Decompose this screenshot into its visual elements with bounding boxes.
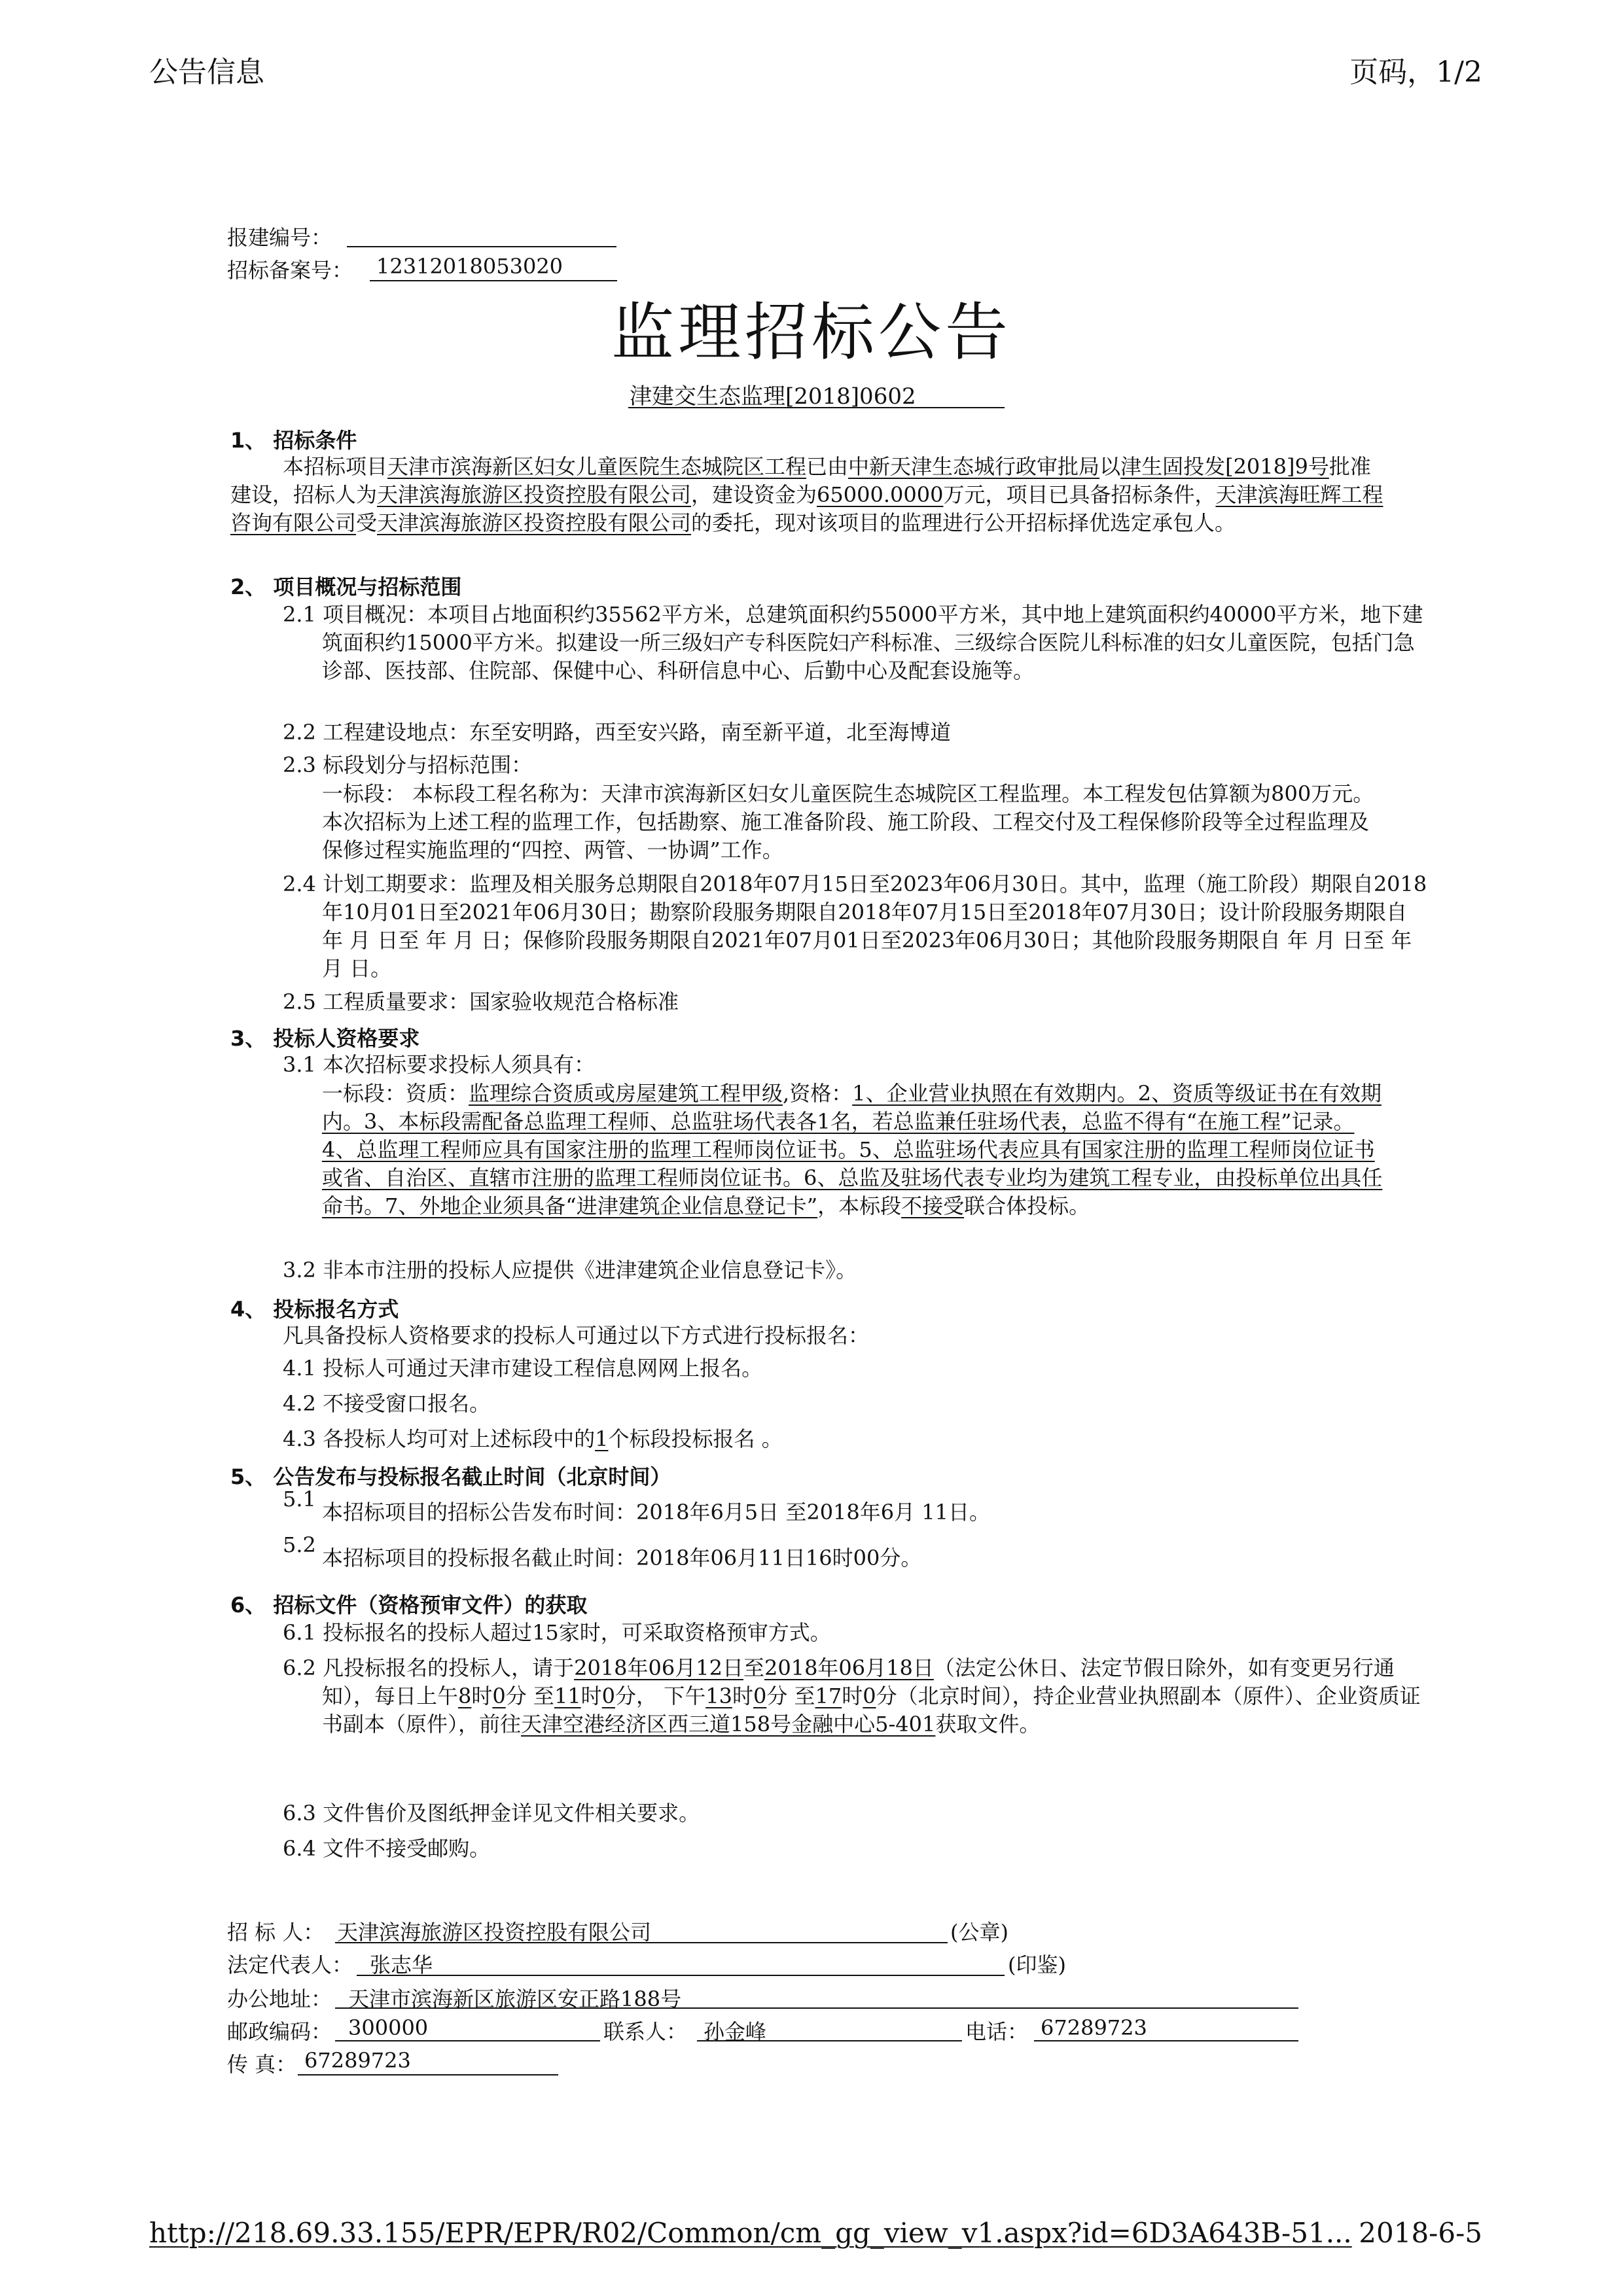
registration-underline (347, 246, 616, 247)
item-2-3-title: 2.3 标段划分与招标范围： (283, 752, 533, 777)
item-2-2: 2.2 工程建设地点：东至安明路，西至安兴路，南至新平道，北至海博道 (283, 720, 952, 745)
phone-underline (1034, 2040, 1298, 2041)
item-4-3: 4.3 各投标人均可对上述标段中的1个标段投标报名 。 (283, 1426, 783, 1451)
section-5-heading: 5、 公告发布与投标报名截止时间（北京时间） (230, 1464, 671, 1489)
item-5-2: 本招标项目的投标报名截止时间：2018年06月11日16时00分。 (322, 1545, 922, 1570)
tenderer-name-2: 天津滨海旅游区投资控股有限公司 (377, 510, 692, 535)
doc-number: 津建交生态监理[2018]0602 (630, 383, 916, 410)
phone-label: 电话： (965, 2019, 1029, 2044)
postcode-label: 邮政编码： (227, 2019, 332, 2044)
item-5-1-number: 5.1 (283, 1487, 316, 1511)
section-3-heading: 3、 投标人资格要求 (230, 1026, 420, 1051)
union-bid-status: 不接受 (901, 1193, 965, 1218)
fax-underline (298, 2074, 558, 2075)
item-5-1: 本招标项目的招标公告发布时间：2018年6月5日 至2018年6月 11日。 (322, 1500, 991, 1525)
tenderer-underline (335, 1942, 948, 1943)
contact-person-value: 孙金峰 (704, 2019, 767, 2044)
item-4-2: 4.2 不接受窗口报名。 (283, 1391, 491, 1416)
section-2-heading: 2、 项目概况与招标范围 (230, 574, 462, 599)
filing-underline (370, 280, 617, 281)
address-value: 天津市滨海新区旅游区安正路188号 (348, 1987, 682, 2011)
fax-label: 传 真： (227, 2052, 297, 2077)
legal-rep-value: 张志华 (370, 1952, 433, 1977)
document-title: 监理招标公告 (611, 296, 1012, 369)
section-6-heading: 6、 招标文件（资格预审文件）的获取 (230, 1593, 588, 1617)
lot-count: 1 (595, 1426, 609, 1451)
approval-number: 津生固投发[2018]9号 (1120, 454, 1329, 479)
contact-person-label: 联系人： (603, 2019, 688, 2044)
item-5-2-number: 5.2 (283, 1532, 316, 1557)
tenderer-value: 天津滨海旅游区投资控股有限公司 (337, 1920, 652, 1945)
footer-url[interactable]: http://218.69.33.155/EPR/EPR/R02/Common/cm_gg_view_v1.aspx?id=6D3A643B-51... (149, 2217, 1352, 2249)
section-4-heading: 4、 投标报名方式 (230, 1297, 399, 1322)
item-2-1: 2.1 项目概况：本项目占地面积约35562平方米，总建筑面积约55000平方米，其中地上建筑面积约40000平方米，地下建筑面积约15000平方米。拟建设一所三级妇产专科医院妇产科标准、三级综合医院儿科标准的妇女儿童医院，包括门急诊部、医技部、住院部、保健中心、科研信息中心、后勤中心及配套设施等。 (283, 602, 1423, 683)
filing-value: 12312018053020 (376, 254, 563, 279)
page-header-left: 公告信息 (149, 56, 264, 89)
section-4-intro: 凡具备投标人资格要求的投标人可通过以下方式进行投标报名： (283, 1323, 870, 1348)
item-6-2: 6.2 凡投标报名的投标人，请于2018年06月12日至2018年06月18日（法定公休日、法定节假日除外，如有变更另行通知），每日上午8时0分 至11时0分， 下午13时0分 至17时0分（北京时间），持企业营业执照副本（原件）、企业资质证书副本（原件），前往天津空港经济区西三道158号金融中心5-401获取文件。 (283, 1655, 1421, 1737)
agent-name: 天津滨海旺辉工程咨询有限公司 (230, 482, 1383, 535)
postcode-underline (335, 2040, 600, 2041)
item-2-4: 2.4 计划工期要求：监理及相关服务总期限自2018年07月15日至2023年06月30日。其中，监理（施工阶段）期限自2018年10月01日至2021年06月30日；勘察阶段服务期限自2018年07月15日至2018年07月30日；设计阶段服务期限自 年 月 日至 年 月 日；保修阶段服务期限自2021年07月01日至2023年06月30日；其他阶段服务期限自 年 月 日至 年 月 日。 (283, 872, 1427, 981)
tenderer-label: 招 标 人： (227, 1920, 325, 1945)
item-4-1: 4.1 投标人可通过天津市建设工程信息网网上报名。 (283, 1356, 763, 1381)
item-6-1: 6.1 投标报名的投标人超过15家时，可采取资格预审方式。 (283, 1620, 831, 1645)
fax-value: 67289723 (304, 2048, 411, 2073)
address-underline (335, 2007, 1298, 2009)
item-2-5: 2.5 工程质量要求：国家验收规范合格标准 (283, 989, 679, 1014)
legal-rep-label: 法定代表人： (227, 1952, 353, 1977)
funds-amount: 65000.0000 (817, 482, 944, 507)
qualification: 监理综合资质或房屋建筑工程甲级 (469, 1081, 783, 1106)
footer-date: 2018-6-5 (1359, 2217, 1482, 2249)
pickup-end-date: 2018年06月18日 (764, 1655, 934, 1680)
item-6-3: 6.3 文件售价及图纸押金详见文件相关要求。 (283, 1801, 700, 1826)
section-1-heading: 1、 招标条件 (230, 428, 357, 453)
eligibility-requirements: 1、企业营业执照在有效期内。2、资质等级证书在有效期内。3、本标段需配备总监理工程师、总监驻场代表各1名，若总监兼任驻场代表，总监不得有“在施工程”记录。4、总监理工程师应具有国家注册的监理工程师岗位证书。5、总监驻场代表应具有国家注册的监理工程师岗位证书或省、自治区、直辖市注册的监理工程师岗位证书。6、总监及驻场代表专业均为建筑工程专业，由投标单位出具任命书。7、外地企业须具备“进津建筑企业信息登记卡” (322, 1081, 1383, 1218)
section-1-body: 本招标项目天津市滨海新区妇女儿童医院生态城院区工程已由中新天津生态城行政审批局以津生固投发[2018]9号批准建设，招标人为天津滨海旅游区投资控股有限公司，建设资金为65000.0000万元，项目已具备招标条件，天津滨海旺辉工程咨询有限公司受天津滨海旅游区投资控股有限公司的委托，现对该项目的监理进行公开招标择优选定承包人。 (230, 454, 1383, 535)
item-2-3-body: 一标段： 本标段工程名称为：天津市滨海新区妇女儿童医院生态城院区工程监理。本工程发包估算额为800万元。本次招标为上述工程的监理工作，包括勘察、施工准备阶段、施工阶段、工程交付及工程保修阶段等全过程监理及保修过程实施监理的“四控、两管、一协调”工作。 (322, 781, 1374, 862)
item-3-1-title: 3.1 本次招标要求投标人须具有： (283, 1052, 596, 1077)
doc-number-underline (628, 407, 1005, 408)
pickup-start-date: 2018年06月12日 (574, 1655, 743, 1680)
registration-label: 报建编号： (227, 225, 332, 250)
item-6-4: 6.4 文件不接受邮购。 (283, 1836, 491, 1861)
contact-person-underline (697, 2040, 962, 2041)
stamp-label: (印鉴) (1008, 1952, 1066, 1977)
approver: 中新天津生态城行政审批局 (848, 454, 1100, 479)
tenderer-name: 天津滨海旅游区投资控股有限公司 (377, 482, 692, 507)
filing-label: 招标备案号： (227, 258, 353, 283)
address-label: 办公地址： (227, 1987, 332, 2011)
phone-value: 67289723 (1041, 2015, 1147, 2040)
postcode-value: 300000 (348, 2015, 429, 2040)
legal-rep-underline (357, 1975, 1005, 1976)
page-number: 页码，1/2 (1349, 56, 1482, 89)
pickup-place: 天津空港经济区西三道158号金融中心5-401 (521, 1712, 936, 1737)
seal-label: (公章) (950, 1920, 1008, 1945)
item-3-1-body: 一标段：资质：监理综合资质或房屋建筑工程甲级,资格：1、企业营业执照在有效期内。2、资质等级证书在有效期内。3、本标段需配备总监理工程师、总监驻场代表各1名，若总监兼任驻场代表，总监不得有“在施工程”记录。4、总监理工程师应具有国家注册的监理工程师岗位证书。5、总监驻场代表应具有国家注册的监理工程师岗位证书或省、自治区、直辖市注册的监理工程师岗位证书。6、总监及驻场代表专业均为建筑工程专业，由投标单位出具任命书。7、外地企业须具备“进津建筑企业信息登记卡”，本标段不接受联合体投标。 (322, 1081, 1383, 1218)
item-3-2: 3.2 非本市注册的投标人应提供《进津建筑企业信息登记卡》。 (283, 1258, 857, 1282)
project-name: 天津市滨海新区妇女儿童医院生态城院区工程 (387, 454, 807, 479)
